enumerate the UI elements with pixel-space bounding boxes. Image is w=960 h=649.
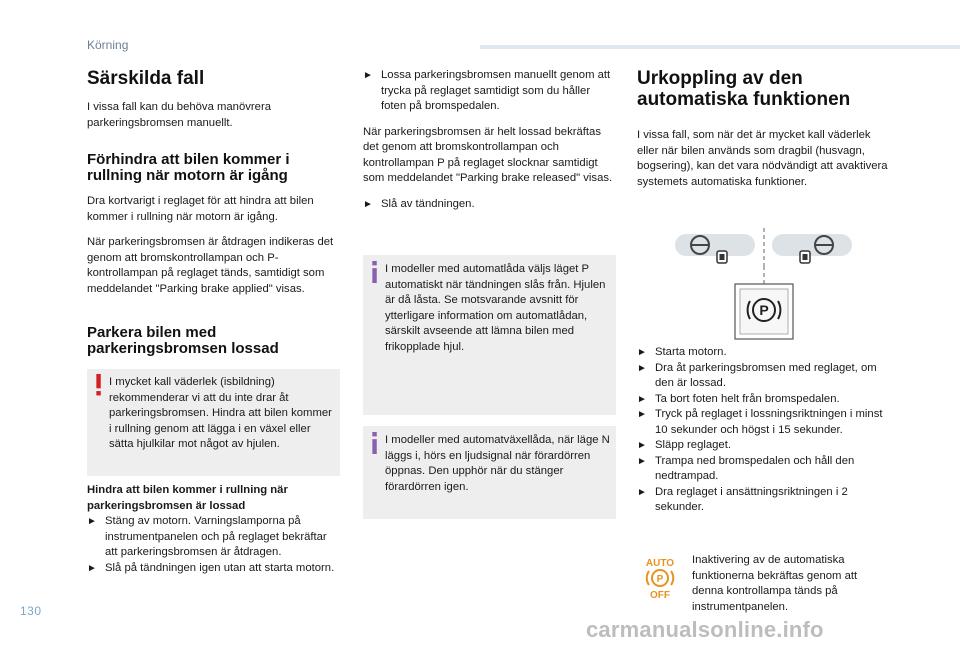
svg-text:P: P [656,574,664,585]
step-ignition-off: ► Slå av tändningen. [363,197,615,213]
info-note-gearbox [363,426,616,519]
steering-wheel-left-icon [675,234,755,256]
heading-stop-rolling: Hindra att bilen kommer i rullning när parkeringsbromsen är lossad [87,484,288,512]
list-item: ► Släpp reglaget. [637,438,897,454]
bullet-icon: ► [637,440,647,451]
auto-off-note: Inaktivering av de automatiska funktionerna bekräftas genom att denna kontrollampa tänds på instrumentpanelen. [692,554,858,613]
paragraph-applied-indication: När parkeringsbromsen är åtdragen indikeras det genom att bromskontrollampan och P-kontrollampan på reglaget tänds, samtidigt som meddelandet "Parking brake applied" visas. [87,236,334,295]
bullet-icon: ► [87,516,97,527]
paragraph-pull-lever: Dra kortvarigt i reglaget för att hindra att bilen kommer i rullning när motorn är igång. [87,195,314,223]
column-3 [637,68,892,190]
bullet-icon: ► [637,393,647,405]
bullet-icon: ► [637,347,647,358]
warning-text: I mycket kall väderlek (isbildning) rekommenderar vi att du inte drar åt parkeringsbromsen. Hindra att bilen kommer i rullning genom att lägga i en växel eller sätta hjulkilar mot något av hjulen. [109,376,332,450]
foot-on-pedal-icon [800,251,810,263]
steering-wheel-right-icon [772,234,852,256]
heading-prevent-rolling: Förhindra att bilen kommer i rullning när motorn är igång [87,151,290,184]
title-special-cases: Särskilda fall [87,68,205,89]
intro-text: I vissa fall kan du behöva manövrera parkeringsbromsen manuellt. [87,101,271,129]
list-item: ► Tryck på reglaget i lossningsriktningen i minst 10 sekunder och högst i 15 sekunder. [637,407,897,438]
bullet-icon: ► [637,455,647,467]
step-release-manually: ► Lossa parkeringsbromsen manuellt genom att trycka på reglaget samtidigt som du håller foten på bromspedalen. [363,68,615,115]
bullet-icon: ► [87,562,97,574]
parking-brake-illustration [660,226,860,341]
list-item: ► Ta bort foten helt från bromspedalen. [637,392,897,408]
column-2 [363,68,615,212]
warning-note [87,369,340,476]
column-1 [87,68,342,357]
info-note-automatic [363,255,616,415]
bullet-icon: ► [637,409,647,420]
info-text-automatic: I modeller med automatlåda väljs läget P automatiskt när tändningen slås från. Hjulen är då låsta. Se motsvarande avsnitt för ytterligare information om automatlådan, särskilt avseende att lämna bilen med frikopplade hjul. [385,263,606,353]
bullet-icon: ► [363,70,373,81]
list-item: ► Starta motorn. [637,345,897,361]
steps-list [637,345,897,516]
info-icon [368,432,380,454]
column-1-lower [87,483,342,576]
warning-icon [92,374,104,396]
switch-letter: P [759,302,769,318]
intro-disable: I vissa fall, som när det är mycket kall väderlek eller när bilen används som dragbil (husvagn, bogsering), kan det vara nödvändigt att avaktivera systemets automatiska funktioner. [637,129,888,188]
bullet-icon: ► [363,198,373,210]
title-disable-automatic: Urkoppling av den automatiska funktionen [637,68,851,110]
paragraph-released-indication: När parkeringsbromsen är helt lossad bekräftas det genom att bromskontrollampan och kontrollampan P på reglaget slocknar samtidigt som meddelandet "Parking brake released" visas. [363,125,613,184]
parking-brake-switch-icon [735,284,793,339]
list-item: ► Dra åt parkeringsbromsen med reglaget, om den är lossad. [637,361,897,392]
heading-park-released: Parkera bilen med parkeringsbromsen lossad [87,324,279,357]
svg-text:AUTO: AUTO [645,558,675,569]
list-item: ► Dra reglaget i ansättningsriktningen i 2 sekunder. [637,485,897,516]
step-ignition-on: ► Slå på tändningen igen utan att starta motorn. [87,561,342,577]
info-icon [368,261,380,283]
step-engine-off: ► Stäng av motorn. Varningslamporna på instrumentpanelen och på reglaget bekräftar att parkeringsbromsen är åtdragen. [87,514,342,561]
bullet-icon: ► [637,486,647,498]
list-item: ► Trampa ned bromspedalen och håll den nedtrampad. [637,454,897,485]
steps-disable [637,345,897,516]
auto-off-icon [641,556,679,600]
bullet-icon: ► [637,362,647,374]
watermark: carmanualsonline.info [586,617,824,642]
section-header-label: Körning [87,38,129,52]
svg-text:OFF: OFF [650,590,670,600]
info-text-gearbox: I modeller med automatväxellåda, när läge N läggs i, hörs en ljudsignal när förardörren öppnas. Den upphör när du stänger förardörren igen. [385,434,610,493]
page-number: 130 [20,604,42,618]
foot-off-pedal-icon [717,251,727,263]
header-bar [480,45,960,49]
